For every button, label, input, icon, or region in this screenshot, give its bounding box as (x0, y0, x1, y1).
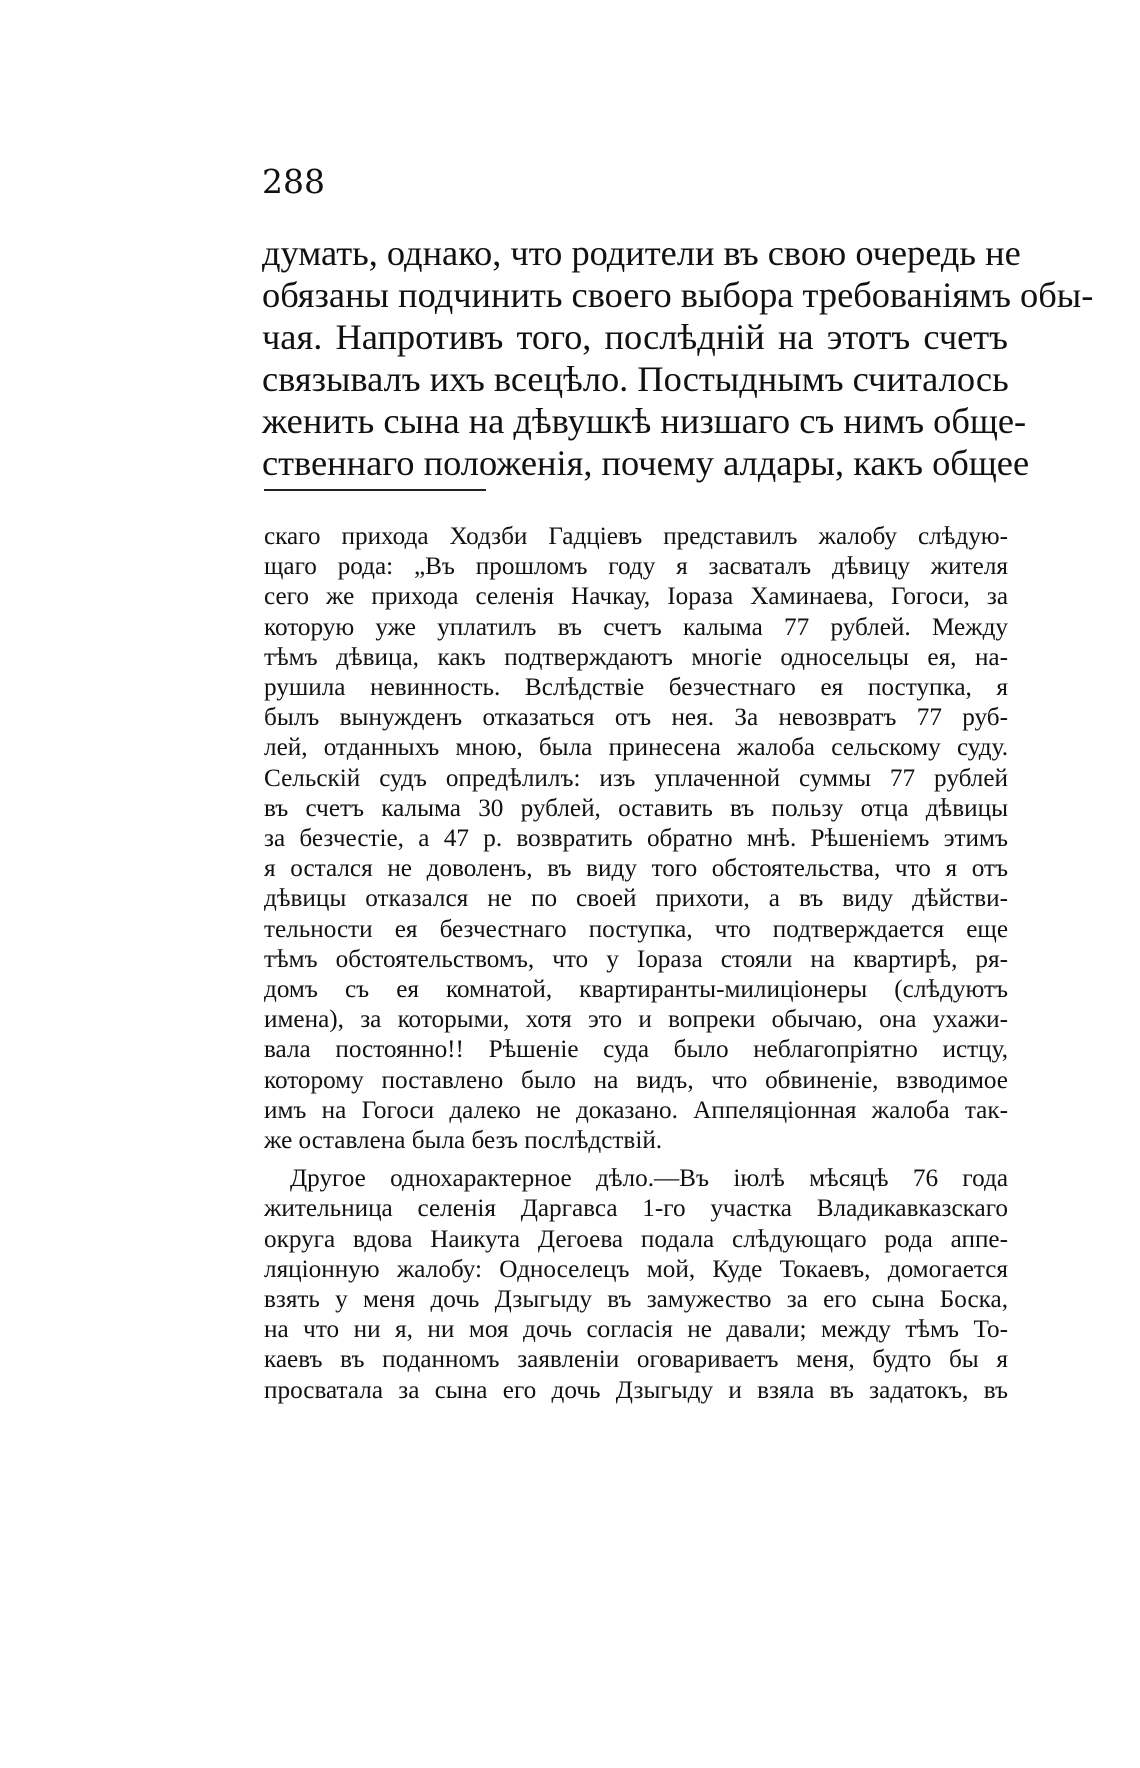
footnote-line: рушила невинность. Вслѣдствiе безчестнаго ея поступка, я (264, 674, 1008, 702)
footnote-line: Другое однохарактерное дѣло.—Въ iюлѣ мѣсяцѣ 76 года (290, 1165, 1008, 1193)
footnote-line: домъ съ ея комнатой, квартиранты-милицiонеры (слѣдуютъ (264, 976, 1008, 1004)
footnote-line: въ счетъ калыма 30 рублей, оставить въ пользу отца дѣвицы (264, 794, 1008, 822)
paragraph-gap (264, 1156, 1008, 1164)
footnote (264, 522, 1008, 1406)
footnote-line: которому поставлено было на видъ, что обвиненiе, взводимое (264, 1066, 1008, 1094)
footnote-line: имена), за которыми, хотя это и вопреки обычаю, она ухажи- (264, 1006, 1008, 1034)
footnote-line: на что ни я, ни моя дочь согласiя не давали; между тѣмъ То- (264, 1316, 1008, 1344)
footnote-line: тельности ея безчестнаго поступка, что подтверждается еще (264, 915, 1008, 943)
footnote-line: округа вдова Наикута Дегоева подала слѣдующаго рода аппе- (264, 1225, 1008, 1253)
footnote-separator-rule (264, 489, 486, 491)
main-text (262, 232, 1094, 484)
footnote-line: Сельскiй судъ опредѣлилъ: изъ уплаченной суммы 77 рублей (264, 764, 1008, 792)
footnote-line: имъ на Гогоси далеко не доказано. Аппеляцiонная жалоба так- (264, 1096, 1008, 1124)
main-text-line: женить сына на дѣвушкѣ низшаго съ нимъ обще- (262, 401, 1027, 441)
footnote-line: тѣмъ обстоятельствомъ, что у Iораза стояли на квартирѣ, ря- (264, 945, 1008, 973)
footnote-line: вала постоянно!! Рѣшенiе суда было неблагопрiятно истцу, (264, 1036, 1008, 1064)
footnote-line: за безчестiе, а 47 р. возвратить обратно мнѣ. Рѣшенiемъ этимъ (264, 825, 1008, 853)
footnote-line: дѣвицы отказался не по своей прихоти, а въ виду дѣйстви- (264, 885, 1008, 913)
footnote-line: жительница селенiя Даргавса 1-го участка Владикавказскаго (264, 1195, 1008, 1223)
footnote-line: щаго рода: „Въ прошломъ году я засваталъ дѣвицу жителя (264, 553, 1008, 581)
footnote-line: взять у меня дочь Дзыгыду въ замужество за его сына Боска, (264, 1286, 1008, 1314)
main-text-line: думать, однако, что родители въ свою очередь не (262, 233, 1021, 273)
main-text-line: обязаны подчинить своего выбора требованiямъ обы- (262, 275, 1094, 315)
main-text-line: связывалъ ихъ всецѣло. Постыднымъ считалось (262, 359, 1009, 399)
footnote-line: я остался не доволенъ, въ виду того обстоятельства, что я отъ (264, 855, 1008, 883)
footnote-line: же оставлена была безъ послѣдствiй. (264, 1127, 663, 1155)
footnote-line: каевъ въ поданномъ заявленiи оговариваетъ меня, будто бы я (264, 1346, 1008, 1374)
main-text-line: чая. Напротивъ того, послѣднiй на этотъ счетъ (262, 317, 1008, 357)
footnote-line: которую уже уплатилъ въ счетъ калыма 77 рублей. Между (264, 613, 1008, 641)
footnote-line: просватала за сына его дочь Дзыгыду и взяла въ задатокъ, въ (264, 1376, 1008, 1404)
footnote-line: тѣмъ дѣвица, какъ подтверждаютъ многiе односельцы ея, на- (264, 643, 1008, 671)
footnote-line: скаго прихода Ходзби Гадцiевъ представилъ жалобу слѣдую- (264, 523, 1008, 550)
footnote-line: сего же прихода селенiя Начкау, Iораза Хаминаева, Гогоси, за (264, 583, 1008, 611)
footnote-line: ляцiонную жалобу: Односелецъ мой, Куде Токаевъ, домогается (264, 1255, 1008, 1283)
footnote-line: былъ вынужденъ отказаться отъ нея. За невозвратъ 77 руб- (264, 704, 1008, 732)
footnote-line: лей, отданныхъ мною, была принесена жалоба сельскому суду. (264, 734, 1008, 762)
main-text-line: ственнаго положенiя, почему алдары, какъ общее (262, 443, 1030, 483)
page-number: 288 (262, 162, 325, 201)
